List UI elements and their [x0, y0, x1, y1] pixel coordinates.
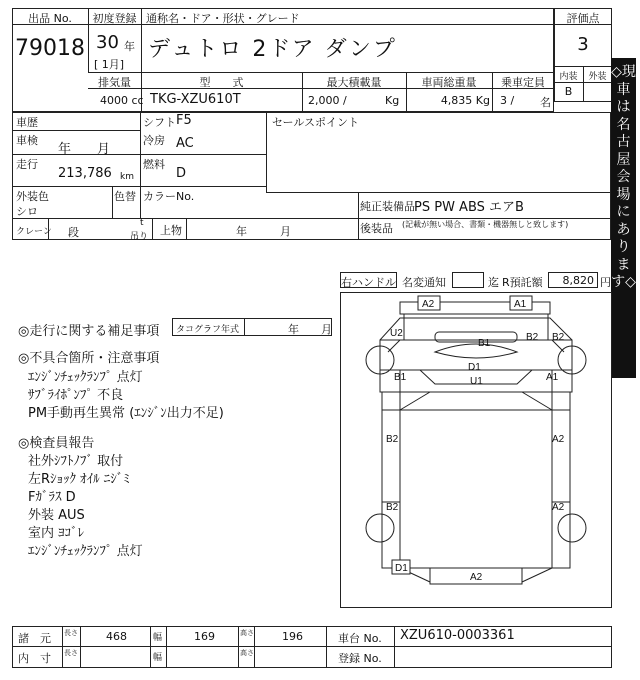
- defect-item: PM手動再生異常 (ｴﾝｼﾞﾝ出力不足): [28, 406, 224, 421]
- recycle-value: 8,820: [562, 274, 594, 287]
- max-load-unit: Kg: [385, 94, 400, 107]
- reg-year: 30: [96, 32, 119, 53]
- length-value: 468: [106, 630, 127, 643]
- shift-label: シフト: [143, 116, 176, 129]
- mark-a2-front-left: A2: [422, 299, 435, 310]
- upper-label: 上物: [160, 224, 182, 237]
- color-change-label: 色替: [114, 190, 136, 203]
- inspector-item: ｴﾝｼﾞﾝﾁｪｯｸﾗﾝﾌﾟ 点灯: [28, 544, 143, 559]
- model-label: 型 式: [199, 76, 244, 89]
- exterior-label: 外装: [588, 72, 607, 82]
- mark-b2-mirror-right: B2: [552, 332, 565, 343]
- damage-diagram: [340, 292, 612, 608]
- ac-value: AC: [176, 136, 194, 151]
- mark-a2-bed-right: A2: [552, 434, 565, 445]
- shift-value: F5: [176, 113, 192, 128]
- crane-hoist: 吊り: [130, 232, 149, 242]
- max-load-label: 最大積載量: [326, 76, 382, 89]
- reg-month: [ 1月]: [94, 58, 125, 71]
- location-banner: [611, 58, 636, 378]
- rhd-label: 右ハンドル: [341, 276, 396, 289]
- mark-a1-door-right: A1: [546, 372, 559, 383]
- mark-u2-cab-left: U2: [390, 328, 403, 339]
- inner-width-label: 幅: [153, 653, 163, 663]
- capacity-unit: 名: [540, 96, 551, 109]
- lot-number: 79018: [15, 36, 85, 61]
- reg-year-suffix: 年: [124, 40, 135, 53]
- crane-tons: t: [140, 218, 144, 228]
- capacity-value: 3 /: [500, 94, 515, 107]
- grade-label: 評価点: [566, 12, 600, 25]
- displacement-value: 4000 cc: [100, 94, 144, 107]
- height-value: 196: [282, 630, 303, 643]
- mileage-label: 走行: [16, 158, 38, 171]
- sales-point-label: セールスポイント: [272, 116, 360, 129]
- name-change-label: 名変通知: [402, 276, 446, 289]
- tacho-label: タコグラフ年式: [176, 325, 240, 335]
- inspector-item: 社外ｼﾌﾄﾉﾌﾞ 取付: [28, 454, 124, 469]
- defect-item: ｴﾝｼﾞﾝﾁｪｯｸﾗﾝﾌﾟ 点灯: [28, 370, 143, 385]
- fuel-label: 燃料: [143, 158, 165, 171]
- mark-d1-roof: D1: [468, 362, 481, 373]
- recycle-unit: 円: [600, 276, 611, 289]
- footer-frame: [12, 626, 612, 668]
- mark-b2-bed-left: B2: [386, 434, 399, 445]
- inspection-label: 車検: [16, 134, 38, 147]
- gross-weight-label: 車両総重量: [421, 76, 477, 89]
- location-text: ◇現車は名古屋会場にあります◇: [611, 64, 636, 290]
- mark-u1-cab: U1: [470, 376, 483, 387]
- mark-b2-rear-left: B2: [386, 502, 399, 513]
- interior-grade: B: [564, 85, 573, 98]
- mark-d1-rear-left: D1: [395, 563, 408, 574]
- interior-label: 内装: [559, 72, 578, 82]
- inner-height-label: 高さ: [240, 649, 254, 657]
- color-label: 外装色: [16, 190, 49, 203]
- displacement-label: 排気量: [98, 76, 131, 89]
- chassis-value: XZU610-0003361: [400, 628, 515, 643]
- gross-weight-value: 4,835 Kg: [440, 94, 490, 107]
- inspector-item: Fｶﾞﾗｽ D: [28, 490, 76, 505]
- mark-b1-door-left: B1: [394, 372, 407, 383]
- history-label: 車歴: [16, 116, 38, 129]
- chassis-label: 車台 No.: [338, 632, 382, 645]
- running-notes-title: ◎走行に関する補足事項: [18, 324, 160, 339]
- fixed-label: 迄: [488, 276, 499, 289]
- mark-a2-rear-right: A2: [552, 502, 565, 513]
- width-value: 169: [194, 630, 215, 643]
- height-label: 高さ: [240, 629, 254, 637]
- width-label: 幅: [153, 633, 163, 643]
- equipment-label: 純正装備品: [360, 200, 415, 213]
- inspector-item: 外装 AUS: [28, 508, 85, 523]
- ac-label: 冷房: [143, 134, 165, 147]
- upper-date: 年 月: [236, 225, 291, 238]
- equipment-value: PS PW ABS エアB: [414, 200, 524, 215]
- lot-label: 出品 No.: [28, 12, 72, 25]
- inspection-value: 年 月: [58, 142, 111, 157]
- car-name: デュトロ 2ドア ダンプ: [148, 37, 397, 62]
- aftermarket-note: (記載が無い場合、書類・機器無しと致します): [402, 220, 569, 229]
- inspector-item: 左Rｼｮｯｸ ｵｲﾙ ﾆｼﾞﾐ: [28, 472, 130, 487]
- inner-dims-label: 内 寸: [18, 652, 51, 665]
- fuel-value: D: [176, 166, 187, 181]
- defects-title: ◎不具合箇所・注意事項: [18, 351, 160, 366]
- grade-value: 3: [577, 34, 589, 55]
- defect-item: ｻﾌﾞﾗｲﾎﾟﾝﾌﾟ 不良: [28, 388, 124, 403]
- model-value: TKG-XZU610T: [150, 92, 241, 107]
- crane-label: クレーン: [16, 227, 52, 237]
- mileage-value: 213,786: [58, 166, 112, 181]
- color-code-label: カラーNo.: [143, 190, 195, 203]
- length-label: 長さ: [64, 629, 78, 637]
- color-value: シロ: [16, 205, 38, 218]
- reg-label: 初度登録: [92, 12, 137, 25]
- name-change-box: [452, 272, 484, 288]
- mark-a2-rear-bumper: A2: [470, 572, 483, 583]
- inspector-item: 室内 ﾖｺﾞﾚ: [28, 526, 85, 541]
- dims-label: 諸 元: [18, 632, 51, 645]
- crane-steps: 段: [68, 226, 79, 239]
- inner-length-label: 長さ: [64, 649, 78, 657]
- tacho-date: 年 月: [288, 323, 332, 336]
- mileage-unit: km: [120, 172, 134, 182]
- mark-b2-cab-right: B2: [526, 332, 539, 343]
- mark-a1-front-right: A1: [514, 299, 527, 310]
- car-name-label: 通称名・ドア・形状・グレード: [146, 12, 300, 25]
- aftermarket-label: 後装品: [360, 222, 393, 235]
- inspector-title: ◎検査員報告: [18, 436, 95, 451]
- reg-no-label: 登録 No.: [338, 652, 382, 665]
- recycle-label: R預託額: [502, 276, 543, 289]
- capacity-label: 乗車定員: [501, 76, 545, 89]
- mark-b1-windshield: B1: [478, 338, 491, 349]
- max-load-value: 2,000 /: [308, 94, 347, 107]
